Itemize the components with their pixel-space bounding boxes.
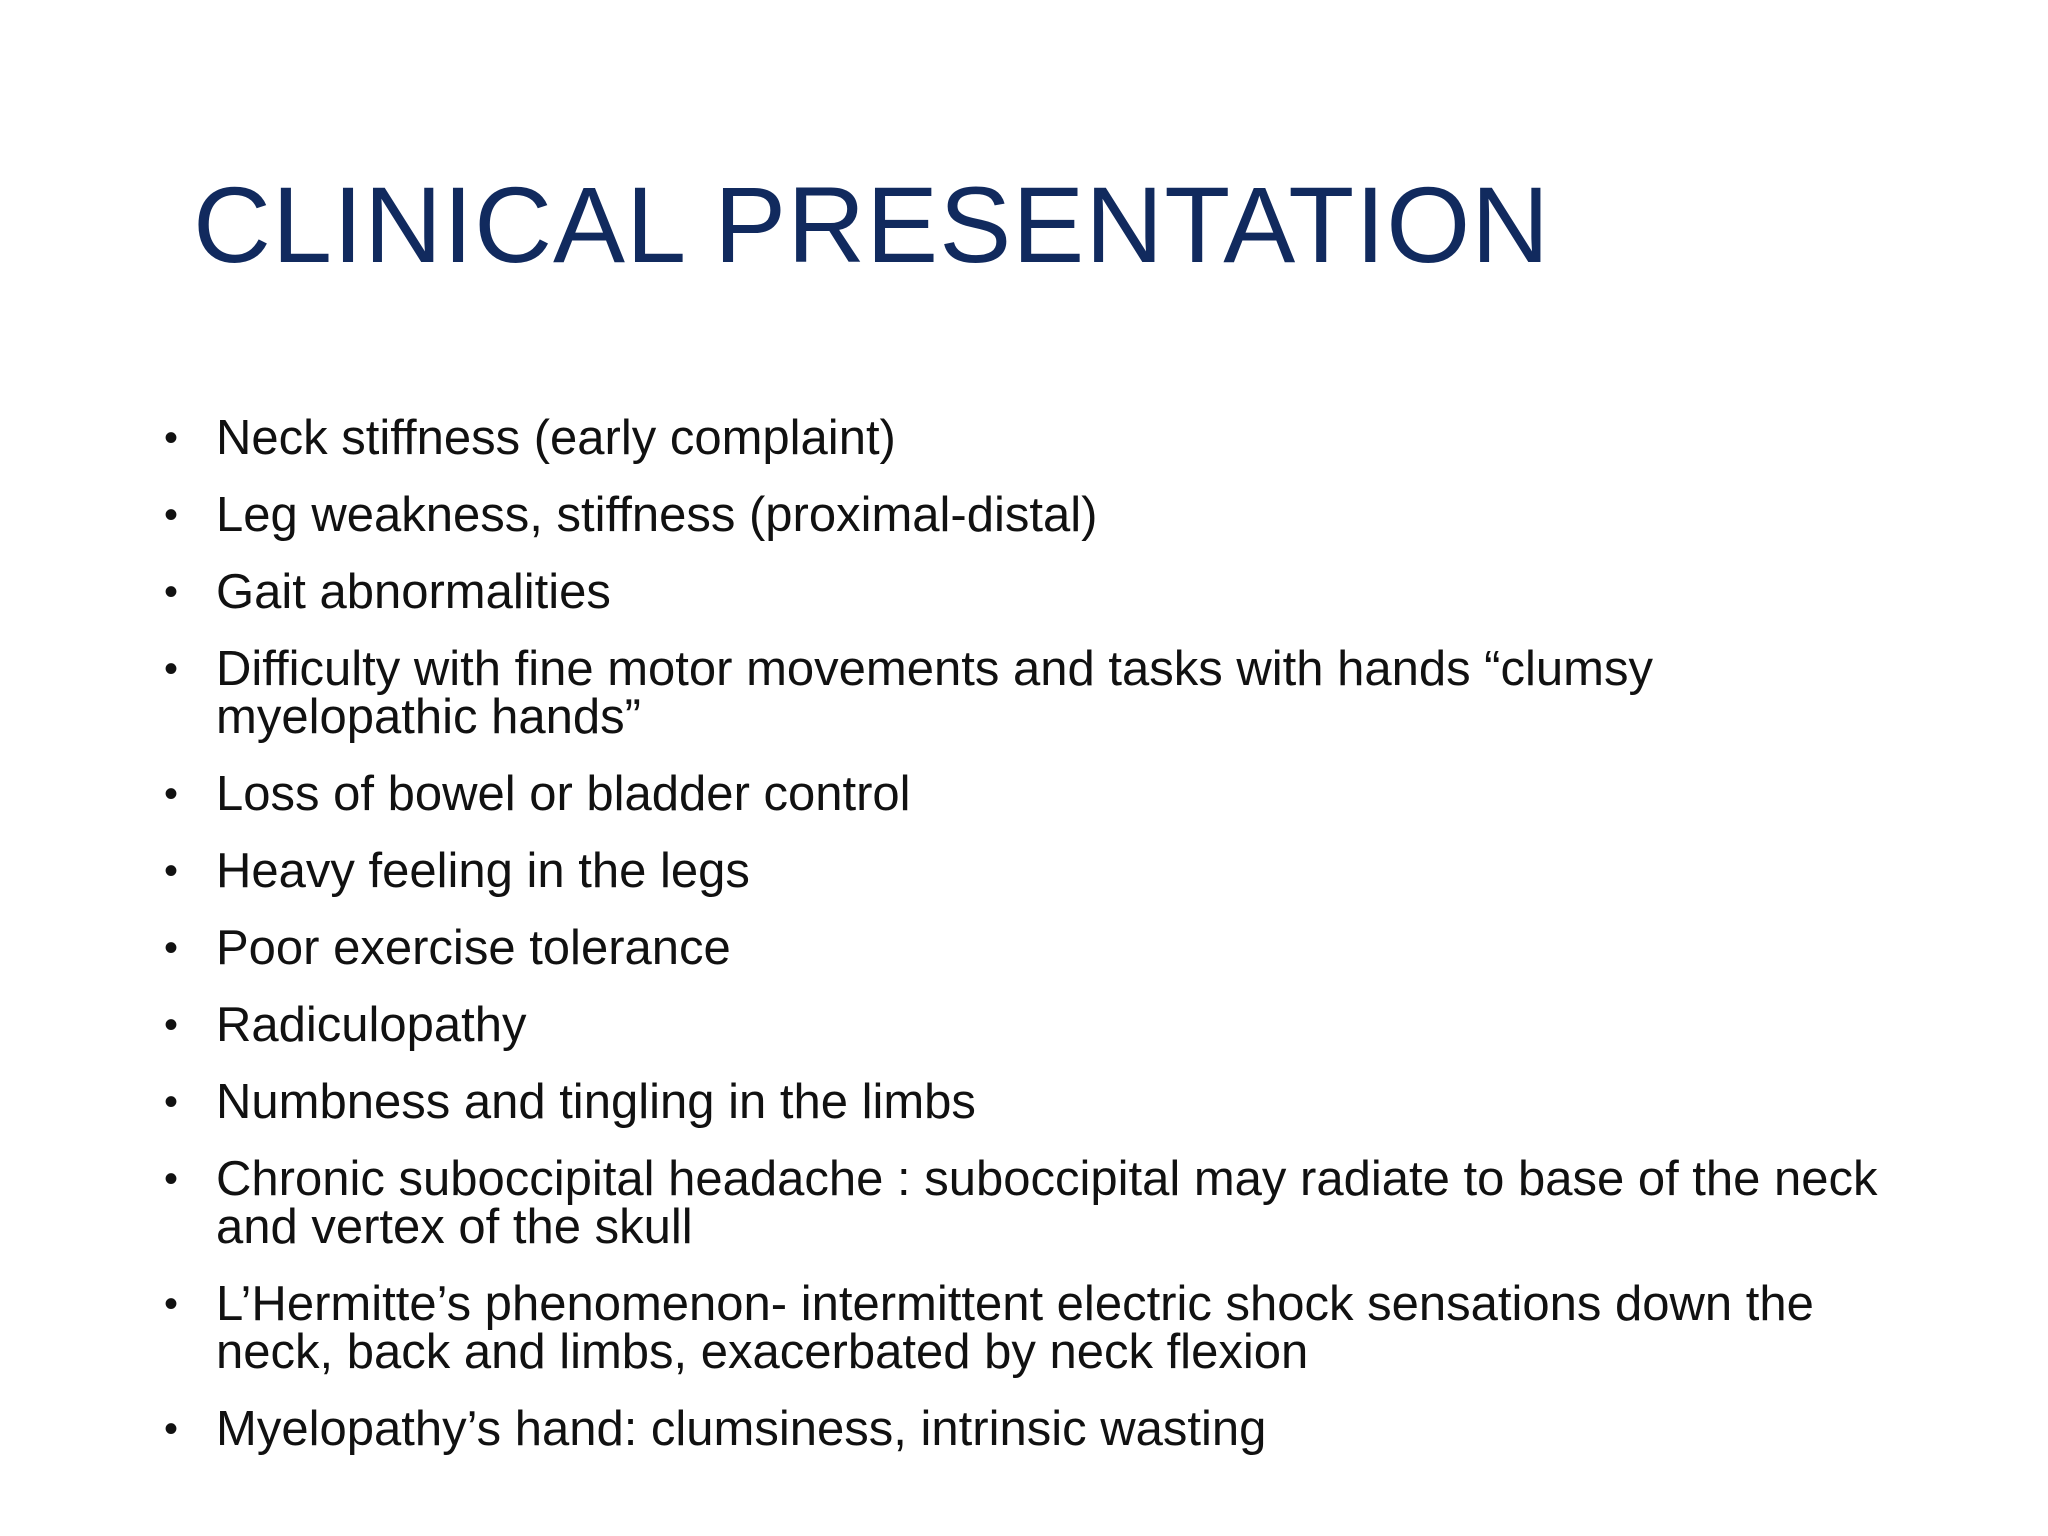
bullet-text: Poor exercise tolerance (216, 921, 731, 975)
bullet-text: Gait abnormalities (216, 565, 611, 619)
bullet-icon: • (164, 493, 179, 537)
bullet-icon: • (164, 926, 179, 970)
bullet-text: Loss of bowel or bladder control (216, 767, 911, 821)
bullet-icon: • (164, 1003, 179, 1047)
bullet-icon: • (164, 1080, 179, 1124)
bullet-text: Neck stiffness (early complaint) (216, 411, 896, 465)
bullet-item-fine-motor (164, 642, 1924, 744)
bullet-icon: • (164, 1407, 179, 1451)
bullet-icon: • (164, 849, 179, 893)
bullet-icon: • (164, 1282, 179, 1326)
bullet-icon: • (164, 772, 179, 816)
bullet-item-heavy-legs (164, 844, 1924, 898)
bullet-item-bowel-bladder (164, 767, 1924, 821)
bullet-icon: • (164, 1157, 179, 1201)
bullet-item-gait (164, 565, 1924, 619)
bullet-text: Numbness and tingling in the limbs (216, 1075, 976, 1129)
bullet-item-headache (164, 1152, 1924, 1254)
slide-title: CLINICAL PRESENTATION (193, 164, 1551, 285)
bullet-item-numbness (164, 1075, 1924, 1129)
bullet-text: Myelopathy’s hand: clumsiness, intrinsic wasting (216, 1402, 1267, 1456)
bullet-item-myelopathy-hand (164, 1402, 1924, 1456)
bullet-text: Chronic suboccipital headache : suboccipital may radiate to base of the neck and vertex of the skull (216, 1152, 1878, 1254)
bullet-item-exercise-tolerance (164, 921, 1924, 975)
bullet-item-neck-stiffness (164, 411, 1924, 465)
bullet-text: Leg weakness, stiffness (proximal-distal) (216, 488, 1098, 542)
bullet-item-leg-weakness (164, 488, 1924, 542)
bullet-icon: • (164, 570, 179, 614)
bullet-item-lhermitte (164, 1277, 1924, 1379)
bullet-text: Radiculopathy (216, 998, 527, 1052)
bullet-text: Difficulty with fine motor movements and tasks with hands “clumsy myelopathic hands” (216, 642, 1653, 744)
bullet-item-radiculopathy (164, 998, 1924, 1052)
bullet-list (164, 411, 1924, 1482)
bullet-icon: • (164, 416, 179, 460)
bullet-icon: • (164, 647, 179, 691)
bullet-text: Heavy feeling in the legs (216, 844, 750, 898)
bullet-text: L’Hermitte’s phenomenon- intermittent electric shock sensations down the neck, back and limbs, exacerbated by neck flexion (216, 1277, 1814, 1379)
